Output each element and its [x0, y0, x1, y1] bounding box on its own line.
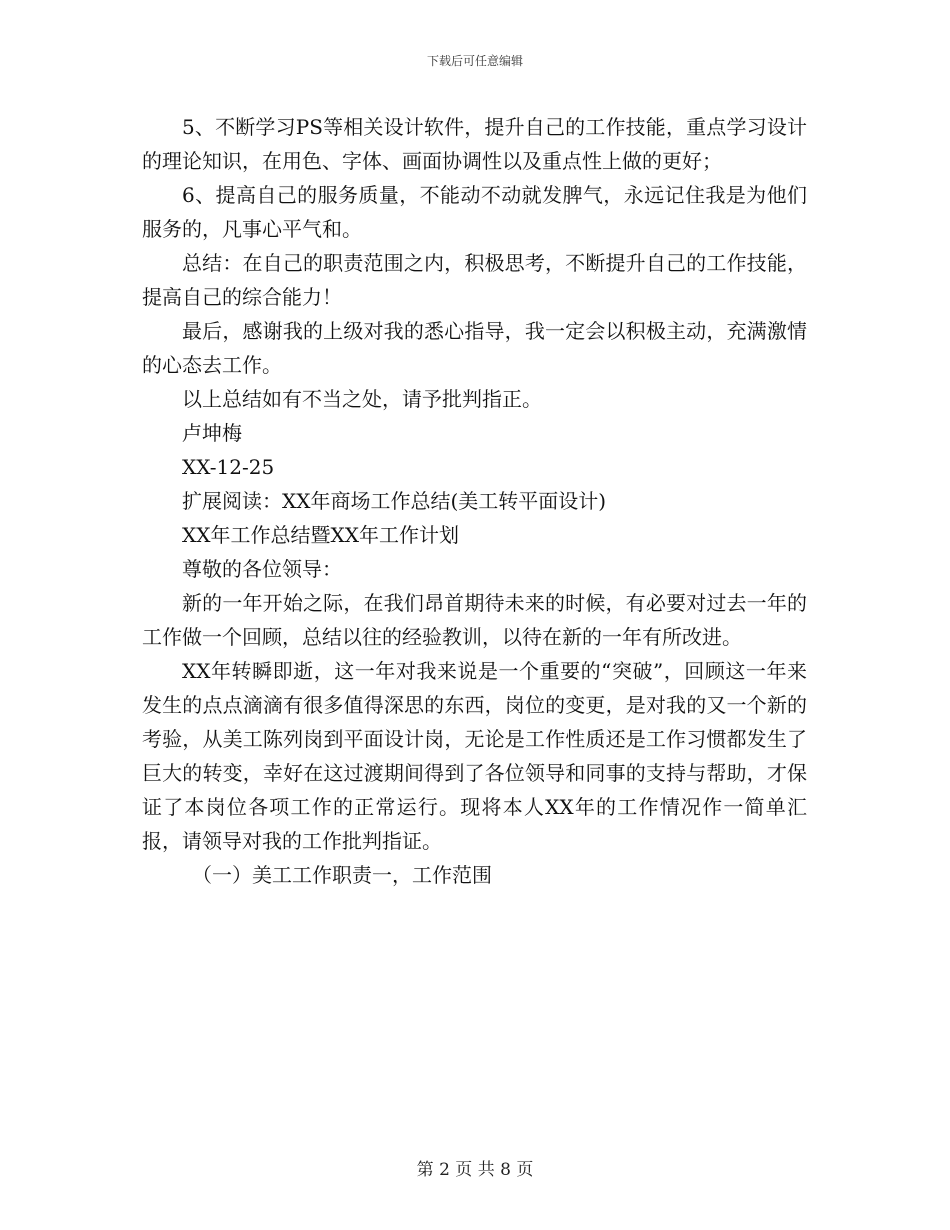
salutation: 尊敬的各位领导：	[182, 557, 342, 581]
author-name: 卢坤梅	[182, 421, 242, 445]
section-title: XX年工作总结暨XX年工作计划	[182, 523, 459, 547]
page-number: 第 2 页 共 8 页	[416, 1160, 534, 1180]
paragraph-improve-skills: 5、不断学习PS等相关设计软件，提升自己的工作技能，重点学习设计的理论知识，在用色、字体、画面协调性以及重点性上做的更好；	[142, 115, 807, 173]
document-date: XX-12-25	[182, 455, 275, 479]
page-header: 下载后可任意编辑	[426, 54, 523, 68]
paragraph-service-quality: 6、提高自己的服务质量，不能动不动就发脾气，永远记住我是为他们服务的，凡事心平气和。	[142, 183, 807, 241]
paragraph-year-review: XX年转瞬即逝，这一年对我来说是一个重要的“突破”，回顾这一年来发生的点点滴滴有很多值得深思的东西，岗位的变更，是对我的又一个新的考验，从美工陈列岗到平面设计岗，无论是工作性质还是工作习惯都发生了巨大的转变，幸好在这过渡期间得到了各位领导和同事的支持与帮助，才保证了本岗位各项工作的正常运行。现将本人XX年的工作情况作一简单汇报，请领导对我的工作批判指证。	[142, 659, 807, 853]
subsection-heading: （一）美工工作职责一，工作范围	[192, 863, 492, 887]
paragraph-intro: 新的一年开始之际，在我们昂首期待未来的时候，有必要对过去一年的工作做一个回顾，总结以往的经验教训，以待在新的一年有所改进。	[142, 591, 807, 649]
document-body	[142, 110, 807, 892]
paragraph-summary: 总结：在自己的职责范围之内，积极思考，不断提升自己的工作技能，提高自己的综合能力！	[142, 251, 807, 309]
extended-reading-title: 扩展阅读：XX年商场工作总结(美工转平面设计)	[182, 489, 607, 513]
paragraph-thanks: 最后，感谢我的上级对我的悉心指导，我一定会以积极主动，充满激情的心态去工作。	[142, 319, 807, 377]
paragraph-closing: 以上总结如有不当之处，请予批判指正。	[182, 387, 542, 411]
